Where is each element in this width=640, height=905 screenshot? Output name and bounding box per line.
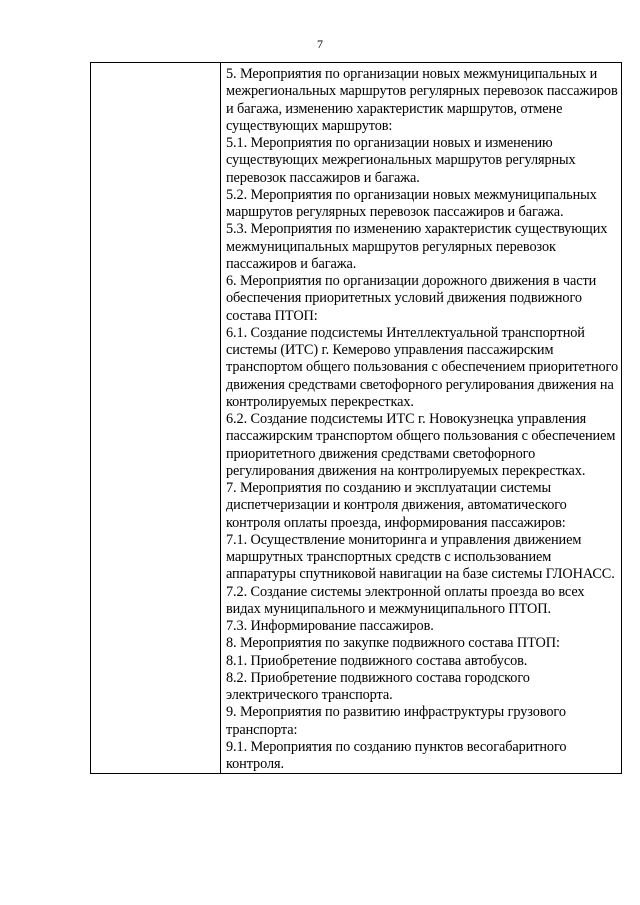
paragraph-5-1: 5.1. Мероприятия по организации новых и изменению существующих межрегиональных маршрутов регулярных перевозок пассажиров и багажа. xyxy=(226,135,576,186)
paragraph-8: 8. Мероприятия по закупке подвижного состава ПТОП: xyxy=(226,635,560,652)
paragraph-5-3: 5.3. Мероприятия по изменению характеристик существующих межмуниципальных маршрутов регулярных перевозок пассажиров и багажа. xyxy=(226,221,608,272)
paragraph-7-1: 7.1. Осуществление мониторинга и управления движением маршрутных транспортных средств с использованием аппаратуры спутниковой навигации на базе системы ГЛОНАСС. xyxy=(226,531,615,583)
paragraph-8-2: 8.2. Приобретение подвижного состава городского электрического транспорта. xyxy=(226,669,530,703)
paragraph-6: 6. Мероприятия по организации дорожного движения в части обеспечения приоритетных условий движения подвижного состава ПТОП: xyxy=(226,273,597,324)
paragraph-5: 5. Мероприятия по организации новых межмуниципальных и межрегиональных маршрутов регулярных перевозок пассажиров и багажа, изменению характеристик маршрутов, отмене существующих маршрутов: xyxy=(226,66,618,134)
paragraph-7: 7. Мероприятия по созданию и эксплуатации системы диспетчеризации и контроля движения, автоматического контроля оплаты проезда, информирования пассажиров: xyxy=(226,480,567,531)
page-number: 7 xyxy=(317,37,323,51)
paragraph-8-1: 8.1. Приобретение подвижного состава автобусов. xyxy=(226,652,528,669)
paragraph-6-2: 6.2. Создание подсистемы ИТС г. Новокузнецка управления пассажирским транспортом общего пользования с обеспечением приоритетного движения средствами светофорного регулирования движения на контролируемых перекрестках. xyxy=(226,411,616,479)
measures-table xyxy=(90,62,622,774)
table-cell-left xyxy=(91,63,221,774)
table-cell-right xyxy=(221,63,622,774)
paragraph-9: 9. Мероприятия по развитию инфраструктуры грузового транспорта: xyxy=(226,704,566,738)
paragraph-6-1: 6.1. Создание подсистемы Интеллектуальной транспортной системы (ИТС) г. Кемерово управления пассажирским транспортом общего пользования с обеспечением приоритетного движения средствами светофорного регулирования движения на контролируемых перекрестках. xyxy=(226,324,619,410)
paragraph-7-3: 7.3. Информирование пассажиров. xyxy=(226,618,434,634)
paragraph-5-2: 5.2. Мероприятия по организации новых межмуниципальных маршрутов регулярных перевозок пассажиров и багажа. xyxy=(226,186,597,220)
table-row xyxy=(91,63,622,774)
paragraph-7-2: 7.2. Создание системы электронной оплаты проезда во всех видах муниципального и межмуниципального ПТОП. xyxy=(226,583,585,617)
paragraph-9-1: 9.1. Мероприятия по созданию пунктов весогабаритного контроля. xyxy=(226,738,567,772)
